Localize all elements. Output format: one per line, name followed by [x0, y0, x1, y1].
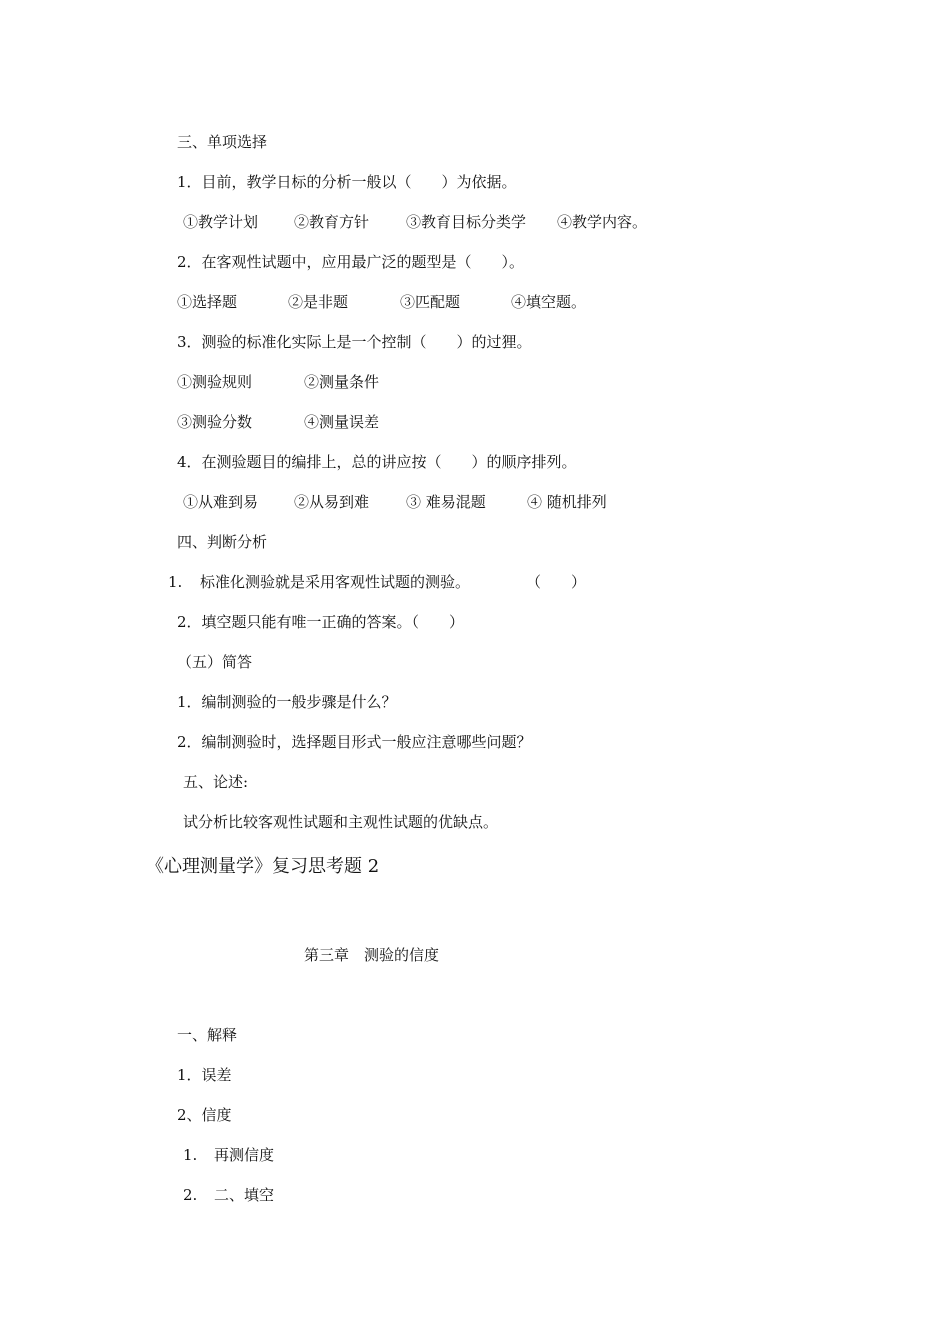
statement-text: 标准化测验就是采用客观性试题的测验。	[200, 573, 471, 591]
list-item: 2、信度	[177, 1106, 232, 1124]
option-4: ④ 随机排列	[527, 493, 607, 511]
answer-blank: （ ）	[526, 573, 587, 591]
question-text: 2．编制测验时，选择题目形式一般应注意哪些问题？	[177, 733, 532, 751]
option-3: ③测验分数	[177, 413, 253, 431]
list-item: 再测信度	[214, 1146, 275, 1164]
question-text: 4．在测验题目的编排上，总的讲应按（ ）的顺序排列。	[177, 453, 577, 471]
option-3: ③匹配题	[400, 293, 461, 311]
option-4: ④教学内容。	[557, 213, 648, 231]
question-text: 1．目前，教学日标的分析一般以（ ）为依据。	[177, 173, 517, 191]
option-2: ②教育方针	[294, 213, 370, 231]
section-heading-essay: 五、论述:	[183, 773, 249, 791]
section-heading-single-choice: 三、单项选择	[177, 133, 268, 151]
statement-text: 2．填空题只能有唯一正确的答案。（ ）	[177, 613, 465, 631]
chapter-title: 第三章 测验的信度	[304, 946, 440, 964]
option-3: ③教育目标分类学	[406, 213, 527, 231]
section-heading-explain: 一、解释	[177, 1026, 238, 1044]
list-number: 1.	[168, 573, 183, 591]
question-text: 2．在客观性试题中，应用最广泛的题型是（ ）。	[177, 253, 525, 271]
option-4: ④填空题。	[511, 293, 587, 311]
option-1: ①从难到易	[183, 493, 259, 511]
option-2: ②是非题	[288, 293, 349, 311]
section-heading-judgement: 四、判断分析	[177, 533, 268, 551]
list-item: 二、填空	[214, 1186, 275, 1204]
question-text: 1．编制测验的一般步骤是什么？	[177, 693, 397, 711]
option-2: ②从易到难	[294, 493, 370, 511]
list-item: 1．误差	[177, 1066, 232, 1084]
list-number: 2.	[183, 1186, 198, 1204]
question-text: 3．测验的标准化实际上是一个控制（ ）的过狸。	[177, 333, 532, 351]
option-2: ②测量条件	[304, 373, 380, 391]
section-heading-short-answer: （五）简答	[177, 653, 253, 671]
option-3: ③ 难易混题	[406, 493, 486, 511]
question-text: 试分析比较客观性试题和主观性试题的优缺点。	[183, 813, 499, 831]
option-4: ④测量误差	[304, 413, 380, 431]
option-1: ①教学计划	[183, 213, 259, 231]
list-number: 1.	[183, 1146, 198, 1164]
document-title: 《心理测量学》复习思考题 2	[146, 856, 380, 877]
option-1: ①选择题	[177, 293, 238, 311]
option-1: ①测验规则	[177, 373, 253, 391]
